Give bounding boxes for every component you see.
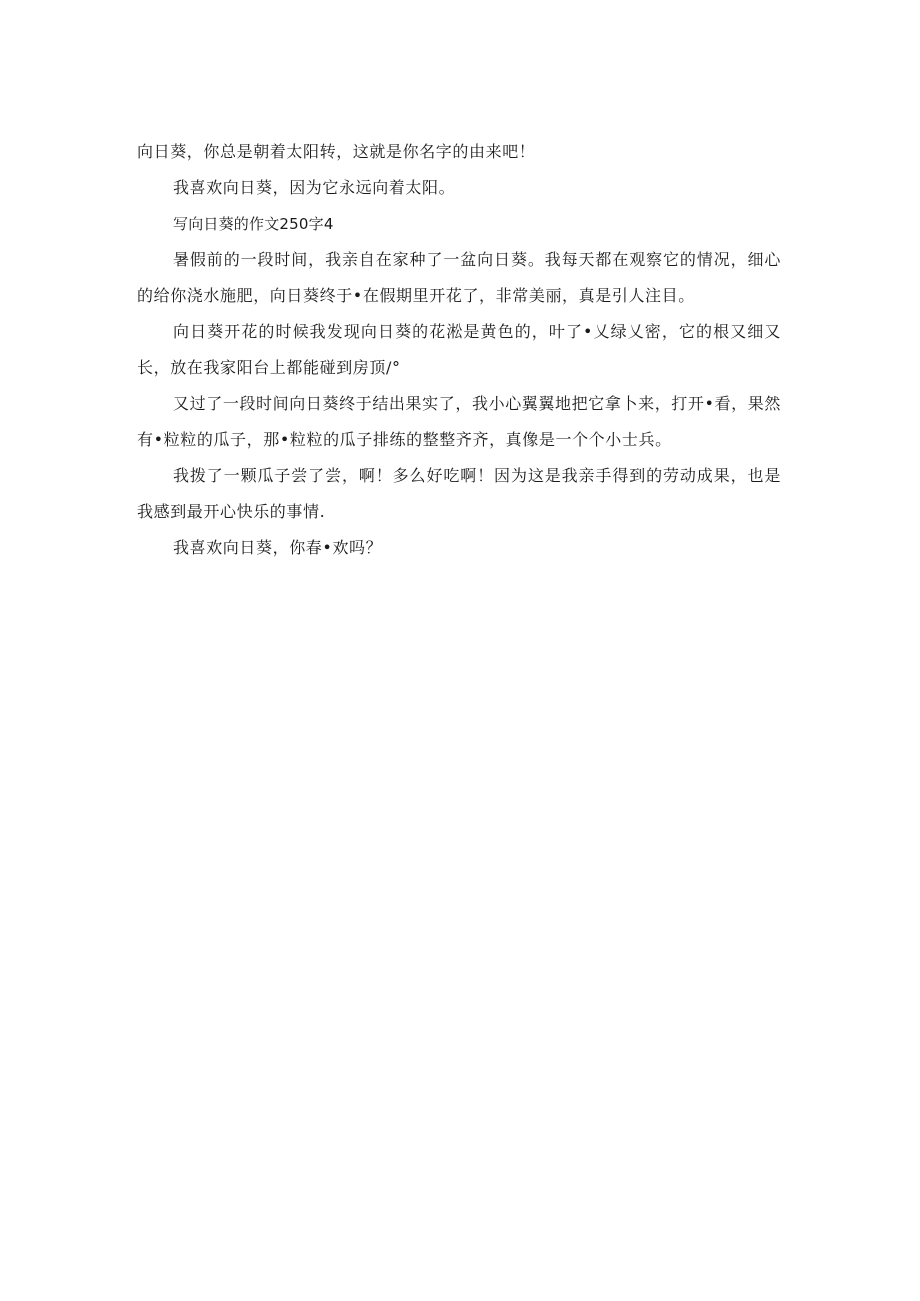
- intro-paragraph: 向日葵，你总是朝着太阳转，这就是你名字的由来吧！: [137, 142, 536, 161]
- essay-paragraph-4: 我拨了一颗瓜子尝了尝，啊！多么好吃啊！因为这是我亲手得到的劳动成果，也是我感到最开心快乐的事情.: [137, 466, 781, 521]
- essay-paragraph-2: 向日葵开花的时候我发现向日葵的花淞是黄色的，叶了•乂绿乂密，它的根又细又长，放在我家阳台上都能碰到房顶/°: [137, 322, 781, 377]
- essay-title: 写向日葵的作文250字4: [173, 215, 334, 233]
- document-body: [137, 134, 781, 566]
- essay-paragraph-1: 暑假前的一段时间，我亲自在家种了一盆向日葵。我每天都在观察它的情况，细心的给你浇水施肥，向日葵终于•在假期里开花了，非常美丽，真是引人注目。: [137, 250, 781, 305]
- closing-paragraph: 我喜欢向日葵，因为它永远向着太阳。: [173, 178, 456, 197]
- essay-paragraph-5: 我喜欢向日葵，你春•欢吗？: [173, 538, 383, 557]
- essay-paragraph-3: 又过了一段时间向日葵终于结出果实了，我小心翼翼地把它拿卜来，打开•看，果然有•粒粒的瓜子，那•粒粒的瓜子排练的整整齐齐，真像是一个个小士兵。: [137, 394, 781, 449]
